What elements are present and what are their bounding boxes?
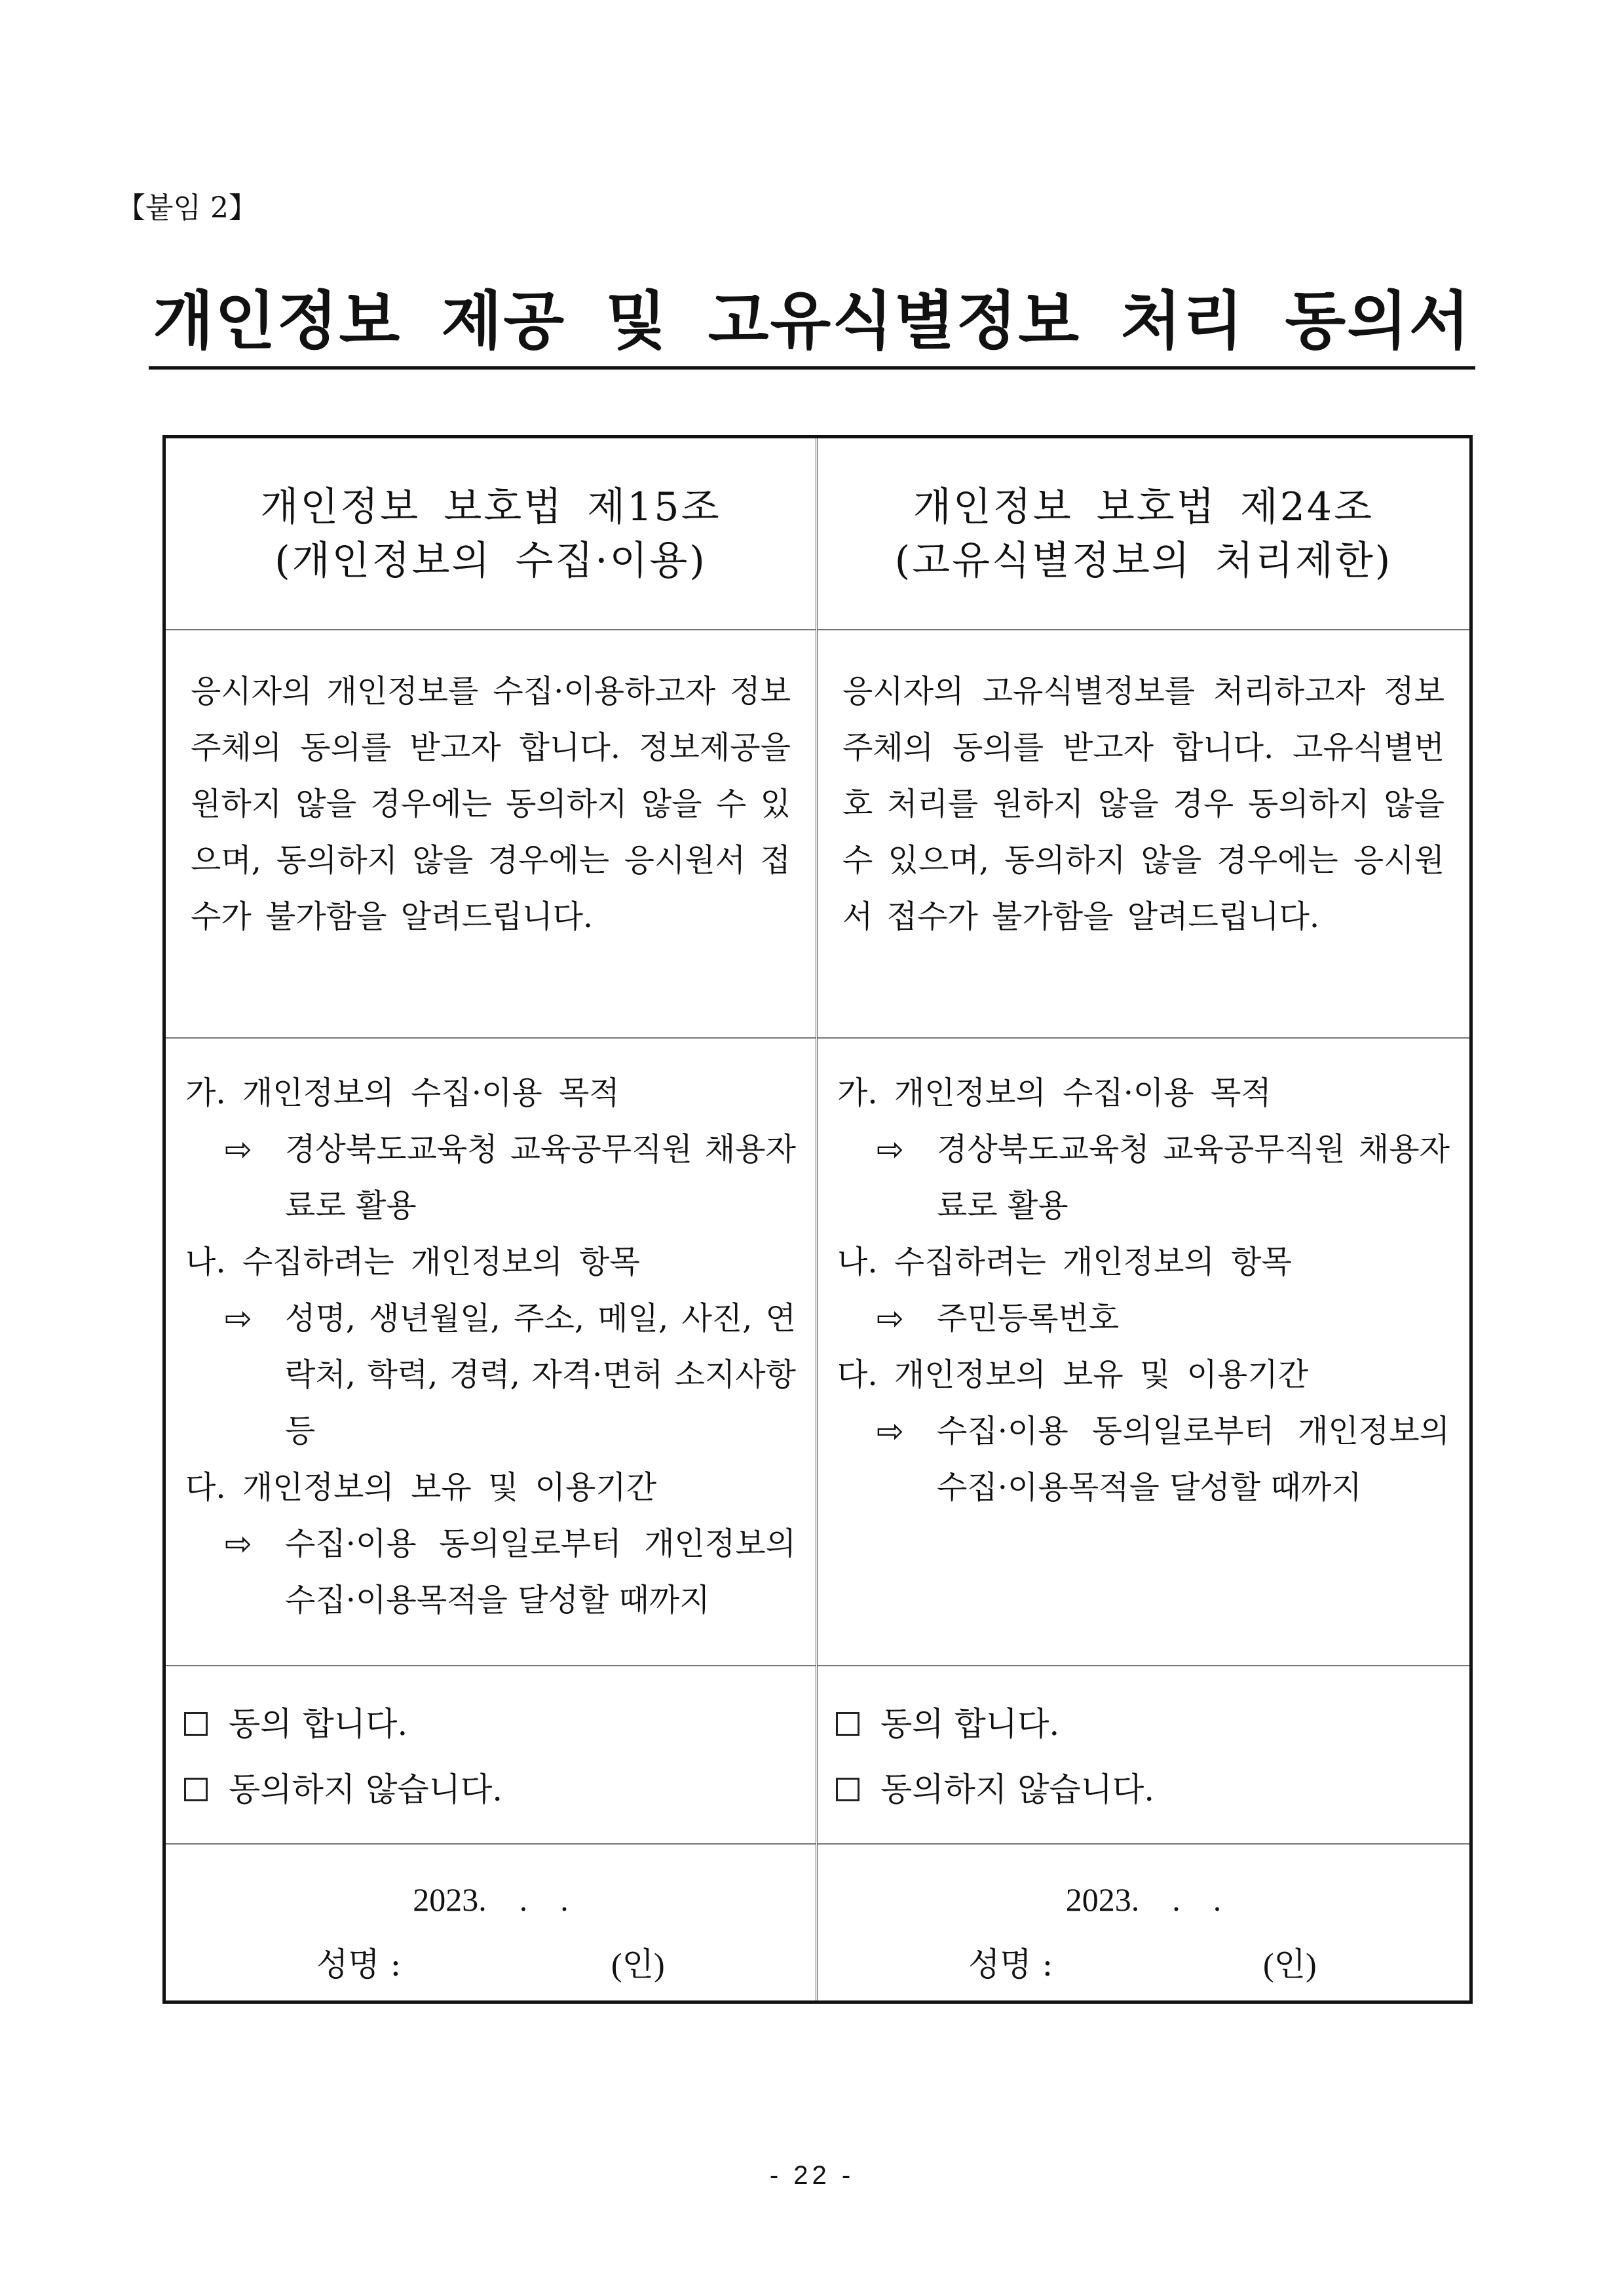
info-items	[166, 1039, 816, 1666]
item-detail-retention	[185, 1516, 796, 1628]
consent-agree-label: 동의 합니다.	[880, 1705, 1060, 1743]
consent-column-article24	[818, 438, 1469, 2000]
checkbox-icon[interactable]	[184, 1778, 208, 1801]
item-detail-text: 경상북도교육청 교육공무직원 채용자료로 활용	[937, 1131, 1450, 1224]
consent-notice: 응시자의 고유식별정보를 처리하고자 정보주체의 동의를 받고자 합니다. 고유식별번호 처리를 원하지 않을 경우 동의하지 않을 수 있으며, 동의하지 않을 경우에는 응시원서 접수가 불가함을 알려드립니다.	[818, 630, 1469, 1039]
consent-column-article15	[166, 438, 818, 2000]
item-detail-text: 경상북도교육청 교육공무직원 채용자료로 활용	[285, 1131, 796, 1224]
item-detail-text: 수집·이용 동의일로부터 개인정보의 수집·이용목적을 달성할 때까지	[285, 1525, 796, 1618]
consent-options	[818, 1666, 1469, 1845]
item-heading-purpose: 가. 개인정보의 수집·이용 목적	[185, 1075, 620, 1111]
law-article-subtitle: (고유식별정보의 처리제한)	[894, 537, 1393, 584]
item-heading-retention: 다. 개인정보의 보유 및 이용기간	[837, 1356, 1309, 1393]
consent-option-agree[interactable]	[836, 1691, 1451, 1757]
item-heading-purpose: 가. 개인정보의 수집·이용 목적	[837, 1075, 1272, 1111]
law-article-subtitle: (개인정보의 수집·이용)	[274, 537, 707, 584]
arrow-right-icon: ⇨	[225, 1299, 252, 1337]
law-article-title: 개인정보 보호법 제15조	[260, 484, 721, 530]
item-detail-purpose	[837, 1121, 1450, 1234]
checkbox-icon[interactable]	[836, 1778, 859, 1801]
item-detail-retention	[837, 1403, 1450, 1516]
item-heading-fields: 나. 수집하려는 개인정보의 항목	[837, 1244, 1292, 1280]
seal-mark: (인)	[611, 1946, 665, 1983]
item-detail-fields	[185, 1290, 796, 1459]
column-header	[818, 438, 1469, 630]
item-detail-fields	[837, 1290, 1450, 1347]
document-title: 개인정보 제공 및 고유식별정보 처리 동의서	[149, 278, 1475, 370]
consent-disagree-label: 동의하지 않습니다.	[880, 1770, 1155, 1808]
item-heading-retention: 다. 개인정보의 보유 및 이용기간	[185, 1469, 657, 1506]
info-items	[818, 1039, 1469, 1666]
consent-option-disagree[interactable]	[184, 1757, 797, 1822]
item-heading-fields: 나. 수집하려는 개인정보의 항목	[185, 1244, 640, 1280]
signature-name-label: 성명 :	[316, 1945, 402, 1983]
consent-notice: 응시자의 개인정보를 수집·이용하고자 정보주체의 동의를 받고자 합니다. 정보제공을 원하지 않을 경우에는 동의하지 않을 수 있으며, 동의하지 않을 경우에는 응시원서 접수가 불가함을 알려드립니다.	[166, 630, 816, 1039]
signature-block	[166, 1845, 816, 2000]
consent-option-agree[interactable]	[184, 1691, 797, 1757]
column-header	[166, 438, 816, 630]
arrow-right-icon: ⇨	[225, 1130, 252, 1168]
arrow-right-icon: ⇨	[877, 1412, 904, 1450]
page-number: - 22 -	[769, 2161, 855, 2190]
arrow-right-icon: ⇨	[877, 1299, 904, 1337]
item-detail-purpose	[185, 1121, 796, 1234]
arrow-right-icon: ⇨	[225, 1525, 252, 1563]
attachment-label: 【붙임 2】	[117, 191, 257, 225]
consent-agree-label: 동의 합니다.	[229, 1705, 408, 1743]
seal-mark: (인)	[1263, 1946, 1317, 1983]
consent-options	[166, 1666, 816, 1845]
arrow-right-icon: ⇨	[877, 1130, 904, 1168]
item-detail-text: 수집·이용 동의일로부터 개인정보의 수집·이용목적을 달성할 때까지	[937, 1413, 1450, 1506]
signature-name-label: 성명 :	[968, 1945, 1053, 1983]
consent-option-disagree[interactable]	[836, 1757, 1451, 1822]
consent-disagree-label: 동의하지 않습니다.	[229, 1770, 503, 1808]
signature-date[interactable]: 2023. . .	[413, 1881, 569, 1918]
document-title-wrapper	[0, 278, 1624, 370]
consent-table	[162, 435, 1473, 2004]
item-detail-text: 주민등록번호	[937, 1300, 1120, 1337]
law-article-title: 개인정보 보호법 제24조	[913, 484, 1374, 530]
item-detail-text: 성명, 생년월일, 주소, 메일, 사진, 연락처, 학력, 경력, 자격·면허 소지사항 등	[285, 1300, 796, 1449]
checkbox-icon[interactable]	[836, 1712, 859, 1736]
checkbox-icon[interactable]	[184, 1712, 208, 1736]
signature-date[interactable]: 2023. . .	[1065, 1881, 1222, 1918]
signature-block	[818, 1845, 1469, 2000]
